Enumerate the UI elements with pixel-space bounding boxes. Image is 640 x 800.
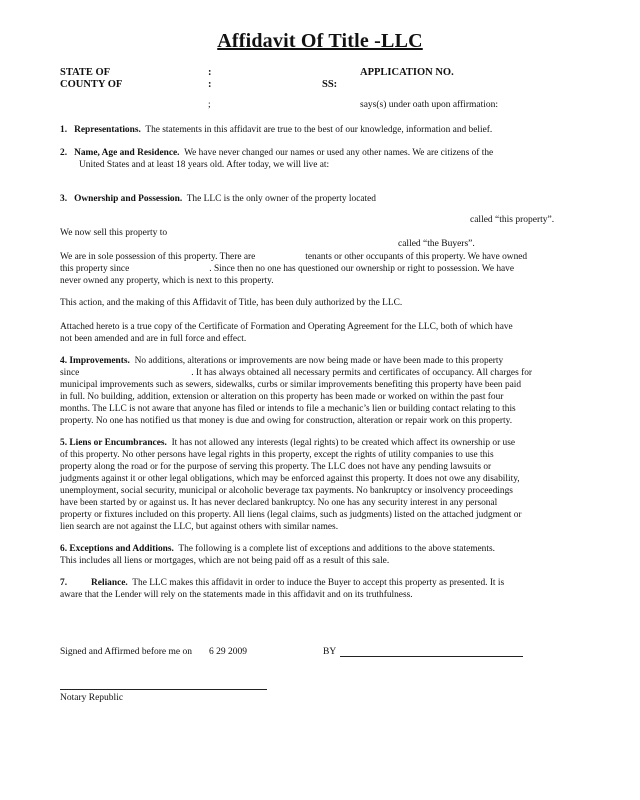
attachment-paragraph — [60, 321, 580, 345]
section-text: The following is a complete list of exceptions and additions to the above statements. — [178, 544, 495, 554]
section-text: lien search are not against the LLC, but against others with similar names. — [60, 522, 339, 532]
section-heading: 6. Exceptions and Additions. — [60, 544, 174, 554]
owned-since-text: this property since — [60, 264, 130, 274]
section-text: The LLC makes this affidavit in order to induce the Buyer to accept this property as presented. It is — [132, 578, 505, 588]
now-sell-text: We now sell this property to — [60, 228, 168, 238]
possession-text-b: tenants or other occupants of this property. We have owned — [305, 252, 528, 262]
section-heading: Ownership and Possession. — [74, 194, 183, 204]
section-text: It has not allowed any interests (legal rights) to be created which affect its ownership or use — [171, 438, 516, 448]
section-improvements — [60, 355, 580, 427]
section-heading: Representations. — [74, 125, 141, 135]
possession-text-a: We are in sole possession of this property. There are — [60, 252, 256, 262]
oath-statement: says(s) under oath upon affirmation: — [360, 100, 499, 110]
by-signature-line[interactable] — [340, 656, 523, 657]
section-number: 3. — [60, 194, 68, 204]
document-title: Affidavit Of Title -LLC — [217, 30, 423, 52]
section-representations — [60, 124, 580, 136]
section-number: 2. — [60, 148, 68, 158]
authorization-paragraph: This action, and the making of this Affidavit of Title, has been duly authorized by the LLC. — [60, 298, 403, 308]
colon-county: : — [208, 79, 212, 90]
adjacent-property-text: never owned any property, which is next to this property. — [60, 276, 274, 286]
state-of-label: STATE OF — [60, 67, 111, 78]
section-reliance — [60, 577, 580, 601]
signed-affirmed-label: Signed and Affirmed before me on — [60, 647, 192, 657]
section-exceptions — [60, 543, 580, 567]
section-heading: 5. Liens or Encumbrances. — [60, 438, 167, 448]
section-text: municipal improvements such as sewers, sidewalks, curbs or similar improvements benefiting this property have been paid — [60, 380, 522, 390]
section-text: judgments against it or other legal obligations, which may be enforced against this property. It does not owe any disability, — [60, 474, 520, 484]
section-text: in full. No building, addition, extension or alteration on this property has been made or worked on within the past four — [60, 392, 504, 402]
section-text: of this property. No other persons have legal rights in this property, except the rights of utility companies to use this — [60, 450, 494, 460]
section-heading: 4. Improvements. — [60, 356, 130, 366]
notary-signature-line[interactable] — [60, 689, 267, 690]
possession-paragraph — [60, 251, 580, 287]
section-text: months. The LLC is not aware that anyone has filed or intends to file a mechanic’s lien or building contact relating to this — [60, 404, 516, 414]
application-no-label: APPLICATION NO. — [360, 67, 454, 78]
ss-label: SS: — [322, 79, 338, 90]
section-heading: Name, Age and Residence. — [74, 148, 180, 158]
section-text: property or fixtures included on this property. All liens (legal claims, such as judgments) listed on the attached judgment or — [60, 510, 522, 520]
section-heading: Reliance. — [91, 578, 128, 588]
section-text: aware that the Lender will rely on the statements made in this affidavit and on its truthfulness. — [60, 590, 413, 600]
attachment-line-2: not been amended and are in full force and effect. — [60, 334, 247, 344]
notary-label: Notary Republic — [60, 693, 124, 703]
by-label: BY — [323, 647, 337, 657]
section-text: property. No one has notified us that money is due and owing for construction, alteration or repair work on this property. — [60, 416, 513, 426]
county-of-label: COUNTY OF — [60, 79, 123, 90]
section-text: The LLC is the only owner of the property located — [186, 194, 376, 204]
section-text: property along the road or for the purpose of serving this property. The LLC does not have any pending lawsuits or — [60, 462, 492, 472]
called-this-property: called “this property”. — [470, 215, 555, 225]
called-buyers: called “the Buyers”. — [398, 239, 475, 249]
ownership-text: . Since then no one has questioned our ownership or right to possession. We have — [209, 264, 515, 274]
section-text: We have never changed our names or used any other names. We are citizens of the — [184, 148, 494, 158]
section-text: unemployment, social security, municipal or alcoholic beverage tax payments. No bankruptcy or insolvency proceedings — [60, 486, 513, 496]
section-text-cont: United States and at least 18 years old. After today, we will live at: — [79, 160, 330, 170]
section-number: 7. — [60, 578, 68, 588]
section-ownership — [60, 193, 580, 205]
section-text: No additions, alterations or improvements are now being made or have been made to this property — [134, 356, 504, 366]
signed-date: 6 29 2009 — [209, 647, 247, 657]
section-text: have been started by or against us. It has never declared bankruptcy. No one has any security interest in any personal — [60, 498, 498, 508]
section-liens — [60, 437, 580, 533]
section-number: 1. — [60, 125, 68, 135]
section-name-age-residence — [60, 147, 580, 171]
colon-state: : — [208, 67, 212, 78]
section-text: . It has always obtained all necessary permits and certificates of occupancy. All charges for — [191, 368, 533, 378]
section-text: The statements in this affidavit are true to the best of our knowledge, information and belief. — [145, 125, 493, 135]
since-text: since — [60, 368, 80, 378]
attachment-line-1: Attached hereto is a true copy of the Certificate of Formation and Operating Agreement for the LLC, both of which have — [60, 322, 513, 332]
semicolon-mark: ; — [208, 100, 211, 110]
section-text: This includes all liens or mortgages, which are not being paid off as a result of this sale. — [60, 556, 390, 566]
